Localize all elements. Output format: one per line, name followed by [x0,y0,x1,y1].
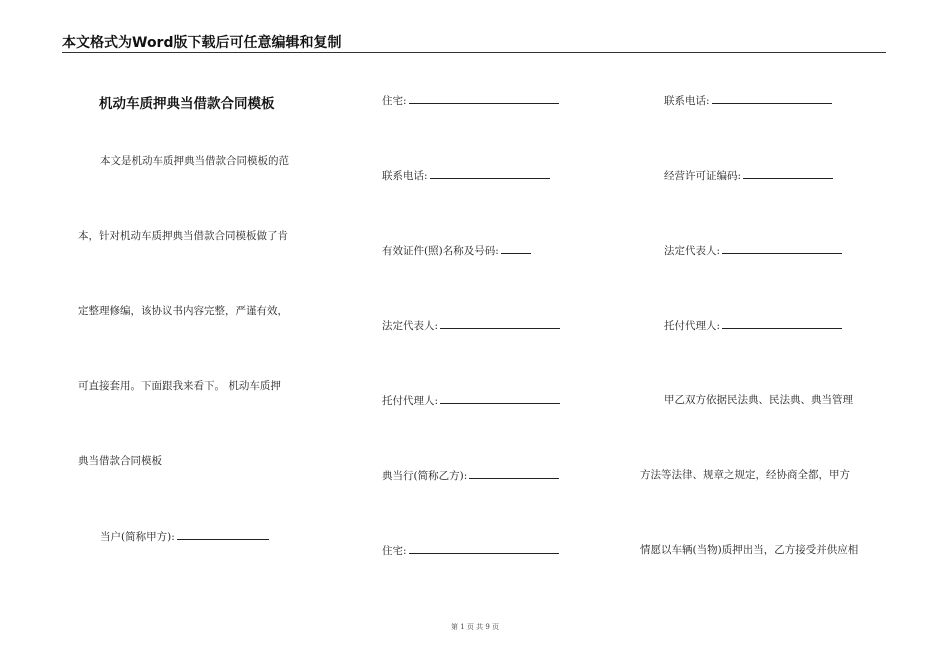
pawner-label: 当户(简称甲方): [100,531,175,543]
page-footer: 第 1 页 共 9 页 [450,623,500,631]
legal-rep-field-2 [664,243,842,258]
right-line-5: 甲乙双方依据民法典、民法典、典当管理 [664,394,853,406]
legal-rep-field-1 [382,318,560,333]
agent-label-1: 托付代理人: [382,395,439,407]
address-blank-1 [409,93,559,104]
agent-blank-1 [440,393,560,404]
license-blank [743,168,833,179]
license-label: 经营许可证编码: [664,170,742,182]
address-label-2: 住宅: [382,545,407,557]
pawnshop-label: 典当行(简称乙方): [382,470,468,482]
address-field-2 [382,543,559,558]
legal-rep-label-2: 法定代表人: [664,245,721,257]
address-blank-2 [409,543,559,554]
phone-label-1: 联系电话: [382,170,428,182]
agent-blank-2 [722,318,842,329]
license-field [664,168,833,183]
legal-rep-blank-2 [722,243,842,254]
right-line-6: 方法等法律、规章之规定，经协商全都，甲方 [640,469,850,481]
pawnshop-field [382,468,559,483]
address-field-1 [382,93,559,108]
phone-field-2 [664,93,832,108]
phone-blank-1 [430,168,550,179]
left-line-5: 典当借款合同模板 [78,455,162,467]
left-line-1: 本文是机动车质押典当借款合同模板的范 [100,155,289,167]
header-text: 本文格式为Word版下载后可任意编辑和复制 [62,35,342,51]
pawner-field [100,529,269,544]
document-header [62,34,886,53]
left-line-4: 可直接套用。下面跟我来看下。 机动车质押 [78,380,281,392]
phone-field-1 [382,168,550,183]
id-field [382,243,531,258]
legal-rep-label-1: 法定代表人: [382,320,439,332]
id-label: 有效证件(照)名称及号码: [382,245,499,257]
pawner-blank [177,529,269,540]
id-blank [501,243,531,254]
agent-field-1 [382,393,560,408]
document-title: 机动车质押典当借款合同模板 [99,96,275,112]
right-line-7: 情愿以车辆(当物)质押出当，乙方接受并供应相 [640,544,859,556]
left-line-2: 本，针对机动车质押典当借款合同模板做了肯 [78,230,288,242]
address-label-1: 住宅: [382,95,407,107]
phone-label-2: 联系电话: [664,95,710,107]
left-line-3: 定整理修编，该协议书内容完整，严谨有效， [78,305,288,317]
phone-blank-2 [712,93,832,104]
legal-rep-blank-1 [440,318,560,329]
agent-field-2 [664,318,842,333]
agent-label-2: 托付代理人: [664,320,721,332]
pawnshop-blank [469,468,559,479]
